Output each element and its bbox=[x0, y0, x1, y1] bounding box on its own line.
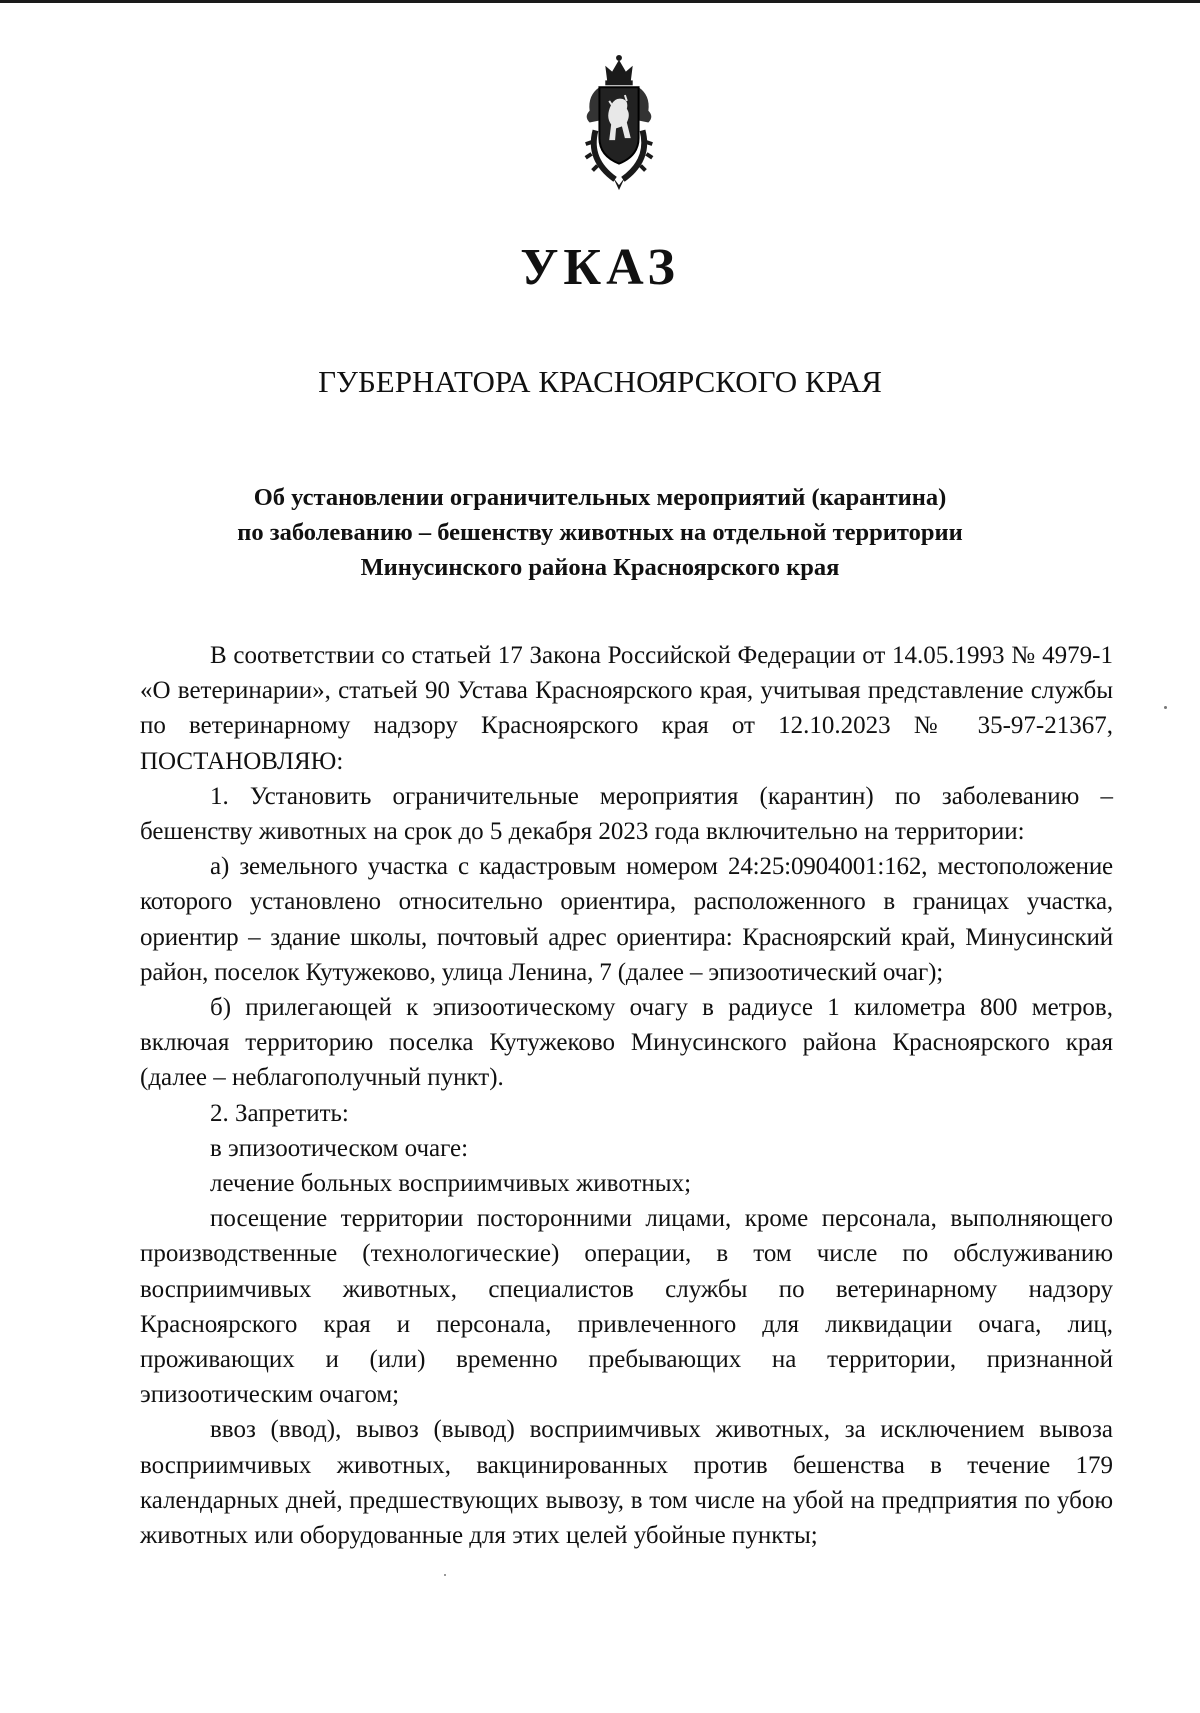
heading-line: по заболеванию – бешенству животных на отдельной территории bbox=[237, 519, 963, 546]
clause-1a-paragraph: а) земельного участка с кадастровым номером 24:25:0904001:162, местоположение которого установлено относительно ориентира, расположенного в границах участка, ориентир – здание школы, почтовый адрес ориентира: Красноярский край, Минусинский район, поселок Кутужеково, улица Ленина, 7 (далее – эпизоотический очаг); bbox=[140, 853, 1113, 986]
document-heading bbox=[150, 480, 1050, 585]
heading-line: Минусинского района Красноярского края bbox=[360, 554, 840, 581]
document-issuer: ГУБЕРНАТОРА КРАСНОЯРСКОГО КРАЯ bbox=[318, 364, 882, 399]
scan-speck bbox=[1164, 706, 1167, 709]
scan-top-border bbox=[0, 0, 1200, 3]
preamble-paragraph: В соответствии со статьей 17 Закона Российской Федерации от 14.05.1993 № 4979-1 «О ветеринарии», статьей 90 Устава Красноярского края, учитывая представление службы по ветеринарному надзору Красноярского края от 12.10.2023 № 35-97-21367, ПОСТАНОВЛЯЮ: bbox=[140, 642, 1113, 775]
clause-2-subheading: в эпизоотическом очаге: bbox=[210, 1134, 469, 1162]
document-title: УКАЗ bbox=[520, 239, 680, 296]
clause-2-paragraph: 2. Запретить: bbox=[210, 1099, 349, 1127]
krasnoyarsk-coat-of-arms-icon bbox=[570, 52, 668, 194]
prohibition-item: ввоз (ввод), вывоз (вывод) восприимчивых животных, за исключением вывоза восприимчивых животных, вакцинированных против бешенства в течение 179 календарных дней, предшествующих вывозу, в том числе на убой на предприятия по убою животных или оборудованные для этих целей убойные пункты; bbox=[140, 1416, 1113, 1550]
heading-line: Об установлении ограничительных мероприятий (карантина) bbox=[253, 484, 947, 511]
prohibition-item: посещение территории посторонними лицами, кроме персонала, выполняющего производственные (технологические) операции, в том числе по обслуживанию восприимчивых животных, специалистов службы по ветеринарному надзору Красноярского края и персонала, привлеченного для ликвидации очага, лиц, проживающих и (или) временно пребывающих на территории, признанной эпизоотическим очагом; bbox=[140, 1205, 1113, 1409]
clause-1b-paragraph: б) прилегающей к эпизоотическому очагу в радиусе 1 километра 800 метров, включая территорию поселка Кутужеково Минусинского района Красноярского края (далее – неблагополучный пункт). bbox=[140, 994, 1113, 1092]
document-body bbox=[140, 638, 1113, 1553]
clause-1-paragraph: 1. Установить ограничительные мероприятия (карантин) по заболеванию – бешенству животных на срок до 5 декабря 2023 года включительно на территории: bbox=[140, 782, 1113, 846]
scan-speck bbox=[444, 1574, 446, 1576]
prohibition-item: лечение больных восприимчивых животных; bbox=[210, 1170, 692, 1198]
